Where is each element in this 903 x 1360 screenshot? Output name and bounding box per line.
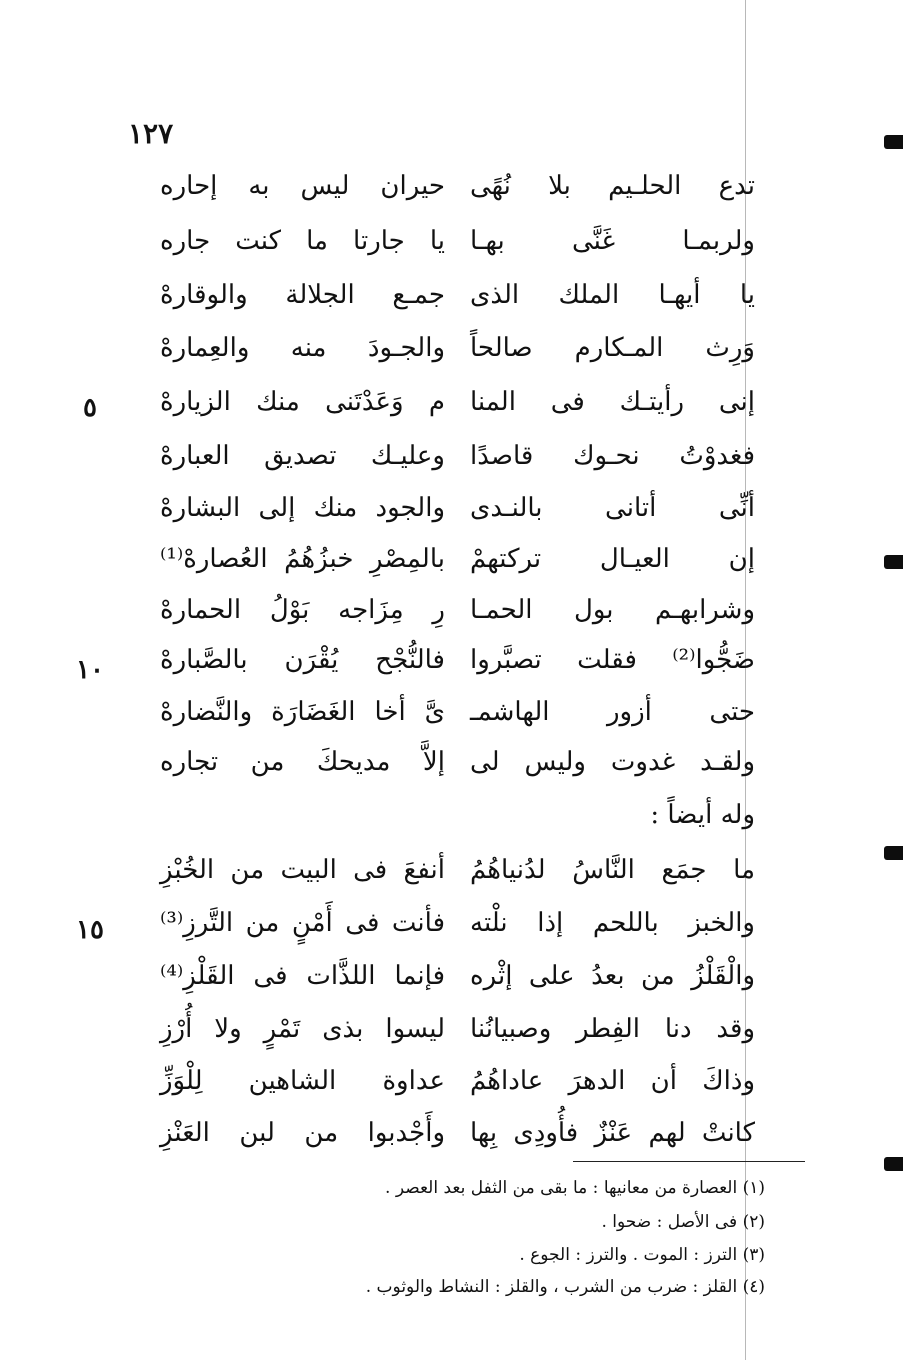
footnote-separator: [573, 1161, 805, 1162]
verse-second-hemistich: ليسوا بذى تَمْرٍ ولا أُرْزِ: [160, 1014, 445, 1044]
verse-first-hemistich: ما جمَع النَّاسُ لدُنياهُمُ: [470, 855, 755, 885]
line-number: ٥: [83, 393, 97, 423]
verse-line: [160, 441, 755, 495]
verse-second-hemistich: فأنت فى أَمْنٍ من التَّرزِ⁽³⁾: [160, 908, 445, 938]
edge-mark: [884, 135, 903, 149]
verse-line: [160, 855, 755, 909]
verse-first-hemistich: والخبز باللحم إذا نلْته: [470, 908, 755, 938]
verse-first-hemistich: وذاكَ أن الدهرَ عاداهُمُ: [470, 1066, 755, 1096]
verse-second-hemistich: م وَعَدْتَنى منك الزيارهْ: [160, 387, 445, 417]
page-number: ١٢٧: [128, 117, 174, 150]
verse-first-hemistich: كانتْ لهم عَنْزٌ فأُودِى بِها: [470, 1118, 755, 1148]
verse-line: [160, 747, 755, 801]
verse-second-hemistich: فإنما اللذَّات فى القَلْزِ⁽⁴⁾: [160, 961, 445, 991]
line-number: ١٥: [76, 915, 104, 945]
verse-line: [160, 1118, 755, 1172]
verse-first-hemistich: إنى رأيتـك فى المنا: [470, 387, 755, 417]
edge-mark: [884, 1157, 903, 1171]
verse-second-hemistich: وعليـك تصديق العبارهْ: [160, 441, 445, 471]
verse-first-hemistich: ولقـد غدوت وليس لى: [470, 747, 755, 777]
verse-first-hemistich: وشرابهـم بول الحمـا: [470, 595, 755, 625]
line-number: ١٠: [76, 655, 104, 685]
verse-second-hemistich: والجود منك إلى البشارهْ: [160, 493, 445, 523]
verse-first-hemistich: يا أيهـا الملك الذى: [470, 280, 755, 310]
verse-first-hemistich: أنِّى أتانى بالنـدى: [470, 493, 755, 523]
verse-second-hemistich: والجـودَ منه والعِمارهْ: [160, 333, 445, 363]
verse-second-hemistich: بالمِصْرِ خبزُهُمُ العُصارهْ⁽¹⁾: [160, 544, 445, 574]
verse-second-hemistich: حيران ليس به إحاره: [160, 171, 445, 201]
footnote: (١) العصارة من معانيها : ما بقى من الثفل بعد العصر .: [385, 1178, 765, 1198]
poem-heading: وله أيضاً :: [650, 800, 755, 830]
verse-second-hemistich: أنفعَ فى البيت من الخُبْزِ: [160, 855, 445, 885]
verse-line: [160, 171, 755, 225]
verse-line: [160, 1014, 755, 1068]
verse-second-hemistich: يا جارتا ما كنت جاره: [160, 226, 445, 256]
footnote: (٤) القلز : ضرب من الشرب ، والقلز : النشاط والوثوب .: [365, 1277, 765, 1297]
verse-first-hemistich: وقد دنا الفِطر وصبيانُنا: [470, 1014, 755, 1044]
verse-second-hemistich: رِ مِزَاجه بَوْلُ الحمارهْ: [160, 595, 445, 625]
verse-line: [160, 908, 755, 962]
verse-line: [160, 1066, 755, 1120]
edge-mark: [884, 846, 903, 860]
verse-first-hemistich: إن العيـال تركتهمْ: [470, 544, 755, 574]
verse-first-hemistich: تدع الحلـيم بلا نُهًى: [470, 171, 755, 201]
verse-first-hemistich: حتى أزور الهاشمـ: [470, 697, 755, 727]
verse-line: [160, 387, 755, 441]
footnote: (٣) الترز : الموت . والترز : الجوع .: [519, 1245, 765, 1265]
verse-second-hemistich: جمـع الجلالة والوقارهْ: [160, 280, 445, 310]
verse-second-hemistich: عداوة الشاهين لِلْوَزِّ: [160, 1066, 445, 1096]
verse-second-hemistich: وأَجْدبوا من لبن العَنْزِ: [160, 1118, 445, 1148]
verse-line: [160, 333, 755, 387]
verse-second-hemistich: ىَّ أخا الغَضَارَة والنَّضارهْ: [160, 697, 445, 727]
verse-first-hemistich: ولربمـا غَنَّى بهـا: [470, 226, 755, 256]
footnote: (٢) فى الأصل : ضحوا .: [601, 1212, 765, 1232]
verse-first-hemistich: وَرِث المـكارم صالحاً: [470, 333, 755, 363]
edge-mark: [884, 555, 903, 569]
verse-line: [160, 645, 755, 699]
verse-first-hemistich: ضَجُّوا⁽²⁾ فقلت تصبَّروا: [470, 645, 755, 675]
verse-first-hemistich: فغدوْتُ نحـوك قاصدًا: [470, 441, 755, 471]
verse-line: [160, 226, 755, 280]
verse-line: [160, 544, 755, 598]
verse-line: [160, 595, 755, 649]
verse-line: [160, 280, 755, 334]
verse-line: [160, 961, 755, 1015]
verse-line: [160, 493, 755, 547]
verse-second-hemistich: فالنُّجْح يُقْرَن بالصَّبارهْ: [160, 645, 445, 675]
verse-first-hemistich: والْقَلْزُ من بعدُ على إثْره: [470, 961, 755, 991]
verse-line: [160, 697, 755, 751]
verse-second-hemistich: إلاَّ مديحكَ من تجاره: [160, 747, 445, 777]
